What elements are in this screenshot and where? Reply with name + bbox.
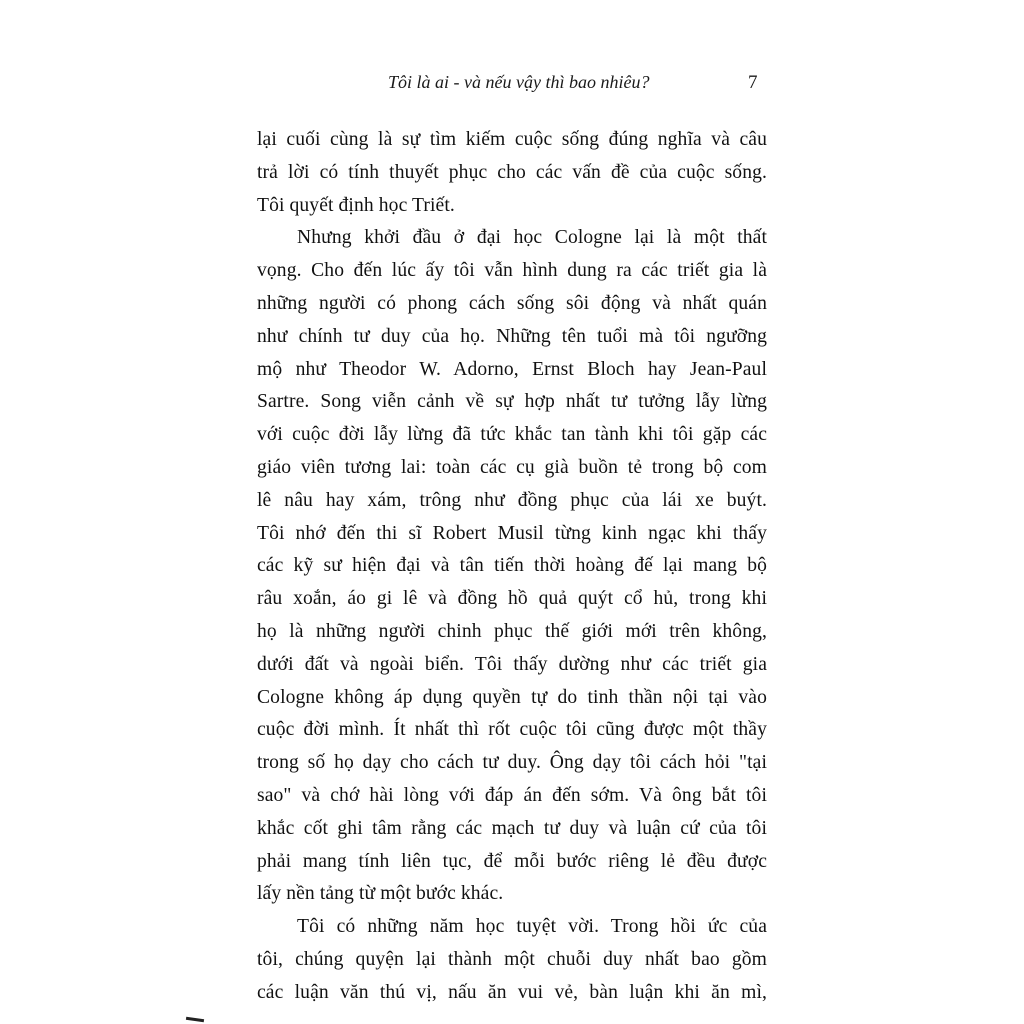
text-line: Tôi có những năm học tuyệt vời. Trong hồi ức của — [297, 916, 767, 938]
text-line: dưới đất và ngoài biển. Tôi thấy dường như các triết gia — [257, 653, 767, 675]
text-line: Sartre. Song viễn cảnh về sự hợp nhất tư tưởng lẫy lừng — [257, 391, 767, 413]
text-line: giáo viên tương lai: toàn các cụ già buồn tẻ trong bộ com — [257, 456, 767, 478]
text-line: những người có phong cách sống sôi động và nhất quán — [257, 292, 767, 314]
text-line: trong số họ dạy cho cách tư duy. Ông dạy tôi cách hỏi "tại — [257, 752, 767, 774]
text-line: Nhưng khởi đầu ở đại học Cologne lại là một thất — [297, 227, 767, 249]
running-header: Tôi là ai - và nếu vậy thì bao nhiêu? — [388, 72, 650, 92]
text-line: với cuộc đời lẫy lừng đã tức khắc tan tành khi tôi gặp các — [257, 424, 767, 446]
text-line: lê nâu hay xám, trông như đồng phục của lái xe buýt. — [257, 489, 767, 511]
text-line: lại cuối cùng là sự tìm kiếm cuộc sống đúng nghĩa và câu — [257, 129, 767, 150]
text-line: khắc cốt ghi tâm rằng các mạch tư duy và luận cứ của tôi — [257, 817, 767, 839]
text-line: các kỹ sư hiện đại và tân tiến thời hoàng đế lại mang bộ — [257, 555, 767, 577]
text-line: Tôi nhớ đến thi sĩ Robert Musil từng kinh ngạc khi thấy — [257, 522, 767, 544]
scan-mark — [186, 1017, 204, 1022]
page-number: 7 — [748, 72, 758, 93]
body-text — [257, 124, 767, 1010]
text-line: Tôi quyết định học Triết. — [257, 194, 455, 216]
text-line: các luận văn thú vị, nấu ăn vui vẻ, bàn luận khi ăn mì, — [257, 981, 767, 1003]
text-line: Cologne không áp dụng quyền tự do tinh thần nội tại vào — [257, 686, 767, 708]
text-line: họ là những người chinh phục thế giới mới trên không, — [257, 620, 767, 642]
text-line: tôi, chúng quyện lại thành một chuỗi duy nhất bao gồm — [257, 948, 767, 970]
text-line: trả lời có tính thuyết phục cho các vấn đề của cuộc sống. — [257, 161, 767, 183]
text-line: mộ như Theodor W. Adorno, Ernst Bloch hay Jean-Paul — [257, 358, 767, 380]
text-line: sao" và chớ hài lòng với đáp án đến sớm. Và ông bắt tôi — [257, 784, 767, 806]
text-line: vọng. Cho đến lúc ấy tôi vẫn hình dung ra các triết gia là — [257, 260, 767, 282]
text-line: lấy nền tảng từ một bước khác. — [257, 883, 504, 905]
text-line: phải mang tính liên tục, để mỗi bước riêng lẻ đều được — [257, 850, 767, 872]
text-line: như chính tư duy của họ. Những tên tuổi mà tôi ngưỡng — [257, 325, 767, 347]
text-line: cuộc đời mình. Ít nhất thì rốt cuộc tôi cũng được một thầy — [257, 719, 767, 741]
text-line: râu xoắn, áo gi lê và đồng hồ quả quýt cổ hủ, trong khi — [257, 588, 767, 610]
